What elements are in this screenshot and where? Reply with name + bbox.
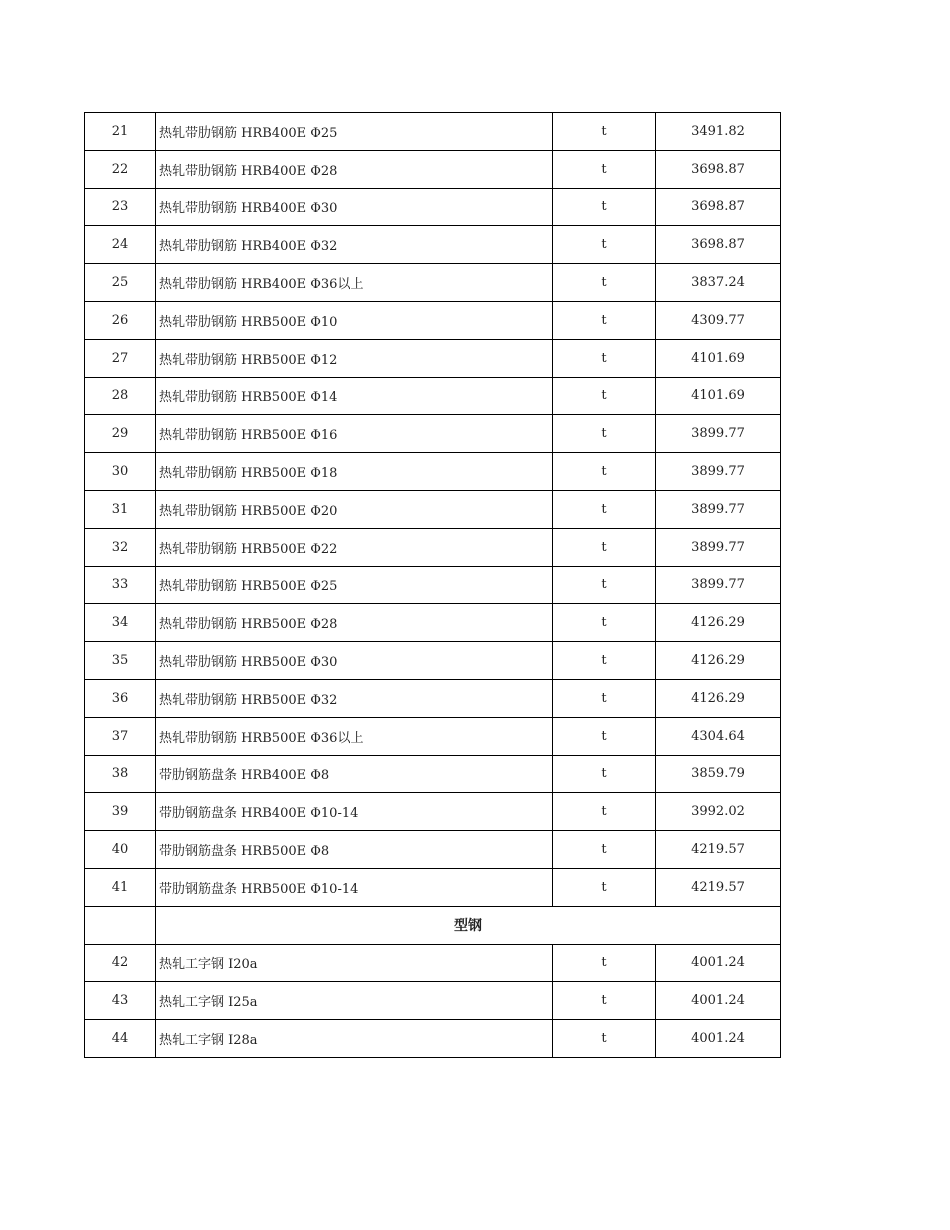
item-name: 热轧带肋钢筋 HRB400E Φ32	[156, 226, 553, 264]
item-unit: t	[553, 188, 656, 226]
item-unit: t	[553, 490, 656, 528]
item-name: 带肋钢筋盘条 HRB500E Φ10-14	[156, 868, 553, 906]
item-number: 33	[85, 566, 156, 604]
table-row	[85, 528, 781, 566]
item-unit: t	[553, 679, 656, 717]
table-row	[85, 301, 781, 339]
item-number: 37	[85, 717, 156, 755]
item-number: 42	[85, 944, 156, 982]
item-price: 4001.24	[656, 1020, 781, 1058]
item-unit: t	[553, 453, 656, 491]
table-row	[85, 339, 781, 377]
item-number: 27	[85, 339, 156, 377]
item-unit: t	[553, 982, 656, 1020]
item-number: 22	[85, 150, 156, 188]
item-price: 3899.77	[656, 528, 781, 566]
item-unit: t	[553, 831, 656, 869]
item-name: 热轧工字钢 I28a	[156, 1020, 553, 1058]
item-unit: t	[553, 717, 656, 755]
item-name: 热轧带肋钢筋 HRB400E Φ25	[156, 113, 553, 151]
item-name: 热轧带肋钢筋 HRB400E Φ36以上	[156, 264, 553, 302]
table-row	[85, 377, 781, 415]
item-unit: t	[553, 944, 656, 982]
table-row	[85, 566, 781, 604]
table-row	[85, 113, 781, 151]
item-name: 热轧带肋钢筋 HRB500E Φ25	[156, 566, 553, 604]
item-number: 40	[85, 831, 156, 869]
item-name: 热轧带肋钢筋 HRB500E Φ30	[156, 642, 553, 680]
item-name: 热轧带肋钢筋 HRB500E Φ32	[156, 679, 553, 717]
item-price: 3698.87	[656, 188, 781, 226]
table-row	[85, 453, 781, 491]
table-row	[85, 793, 781, 831]
item-name: 热轧带肋钢筋 HRB500E Φ20	[156, 490, 553, 528]
item-price: 4101.69	[656, 339, 781, 377]
table-row	[85, 717, 781, 755]
item-number: 31	[85, 490, 156, 528]
item-name: 热轧带肋钢筋 HRB400E Φ30	[156, 188, 553, 226]
item-number: 21	[85, 113, 156, 151]
item-unit: t	[553, 1020, 656, 1058]
item-price: 3899.77	[656, 566, 781, 604]
item-unit: t	[553, 604, 656, 642]
table-row	[85, 868, 781, 906]
item-number: 35	[85, 642, 156, 680]
item-price: 3899.77	[656, 453, 781, 491]
item-price: 4001.24	[656, 944, 781, 982]
item-price: 3491.82	[656, 113, 781, 151]
item-number: 23	[85, 188, 156, 226]
item-number: 34	[85, 604, 156, 642]
table-row	[85, 604, 781, 642]
item-name: 热轧工字钢 I25a	[156, 982, 553, 1020]
item-price: 3698.87	[656, 150, 781, 188]
item-name: 热轧工字钢 I20a	[156, 944, 553, 982]
table-row	[85, 1020, 781, 1058]
item-unit: t	[553, 868, 656, 906]
item-unit: t	[553, 113, 656, 151]
item-price: 4126.29	[656, 604, 781, 642]
item-name: 带肋钢筋盘条 HRB500E Φ8	[156, 831, 553, 869]
item-price: 3698.87	[656, 226, 781, 264]
item-number: 43	[85, 982, 156, 1020]
table-row	[85, 150, 781, 188]
item-unit: t	[553, 339, 656, 377]
item-price: 3837.24	[656, 264, 781, 302]
item-price: 4126.29	[656, 679, 781, 717]
item-name: 热轧带肋钢筋 HRB500E Φ10	[156, 301, 553, 339]
table-row	[85, 944, 781, 982]
item-number: 36	[85, 679, 156, 717]
item-number: 30	[85, 453, 156, 491]
item-unit: t	[553, 264, 656, 302]
table-row	[85, 679, 781, 717]
section-row	[85, 906, 781, 944]
item-name: 热轧带肋钢筋 HRB500E Φ28	[156, 604, 553, 642]
item-number: 26	[85, 301, 156, 339]
item-price: 4101.69	[656, 377, 781, 415]
table-row	[85, 642, 781, 680]
table-row	[85, 831, 781, 869]
item-price: 4309.77	[656, 301, 781, 339]
item-unit: t	[553, 755, 656, 793]
price-table-body	[85, 113, 781, 1058]
item-number: 44	[85, 1020, 156, 1058]
item-name: 带肋钢筋盘条 HRB400E Φ8	[156, 755, 553, 793]
item-name: 热轧带肋钢筋 HRB400E Φ28	[156, 150, 553, 188]
item-price: 4001.24	[656, 982, 781, 1020]
item-price: 4126.29	[656, 642, 781, 680]
table-row	[85, 188, 781, 226]
item-number: 24	[85, 226, 156, 264]
item-number: 32	[85, 528, 156, 566]
item-unit: t	[553, 150, 656, 188]
item-price: 4304.64	[656, 717, 781, 755]
item-name: 热轧带肋钢筋 HRB500E Φ12	[156, 339, 553, 377]
item-unit: t	[553, 415, 656, 453]
table-row	[85, 226, 781, 264]
item-number: 41	[85, 868, 156, 906]
item-name: 热轧带肋钢筋 HRB500E Φ36以上	[156, 717, 553, 755]
item-name: 热轧带肋钢筋 HRB500E Φ22	[156, 528, 553, 566]
item-name: 热轧带肋钢筋 HRB500E Φ14	[156, 377, 553, 415]
item-price: 4219.57	[656, 831, 781, 869]
item-price: 3899.77	[656, 490, 781, 528]
item-unit: t	[553, 528, 656, 566]
item-number: 39	[85, 793, 156, 831]
item-number: 29	[85, 415, 156, 453]
table-row	[85, 264, 781, 302]
item-unit: t	[553, 226, 656, 264]
item-unit: t	[553, 793, 656, 831]
item-name: 热轧带肋钢筋 HRB500E Φ18	[156, 453, 553, 491]
table-row	[85, 490, 781, 528]
item-unit: t	[553, 301, 656, 339]
item-unit: t	[553, 642, 656, 680]
table-row	[85, 755, 781, 793]
item-name: 热轧带肋钢筋 HRB500E Φ16	[156, 415, 553, 453]
item-price: 3992.02	[656, 793, 781, 831]
section-number	[85, 906, 156, 944]
item-name: 带肋钢筋盘条 HRB400E Φ10-14	[156, 793, 553, 831]
price-table	[84, 112, 781, 1058]
item-unit: t	[553, 377, 656, 415]
item-price: 3899.77	[656, 415, 781, 453]
item-number: 38	[85, 755, 156, 793]
item-unit: t	[553, 566, 656, 604]
item-number: 25	[85, 264, 156, 302]
item-number: 28	[85, 377, 156, 415]
table-row	[85, 982, 781, 1020]
table-row	[85, 415, 781, 453]
item-price: 4219.57	[656, 868, 781, 906]
item-price: 3859.79	[656, 755, 781, 793]
section-title: 型钢	[156, 906, 781, 944]
